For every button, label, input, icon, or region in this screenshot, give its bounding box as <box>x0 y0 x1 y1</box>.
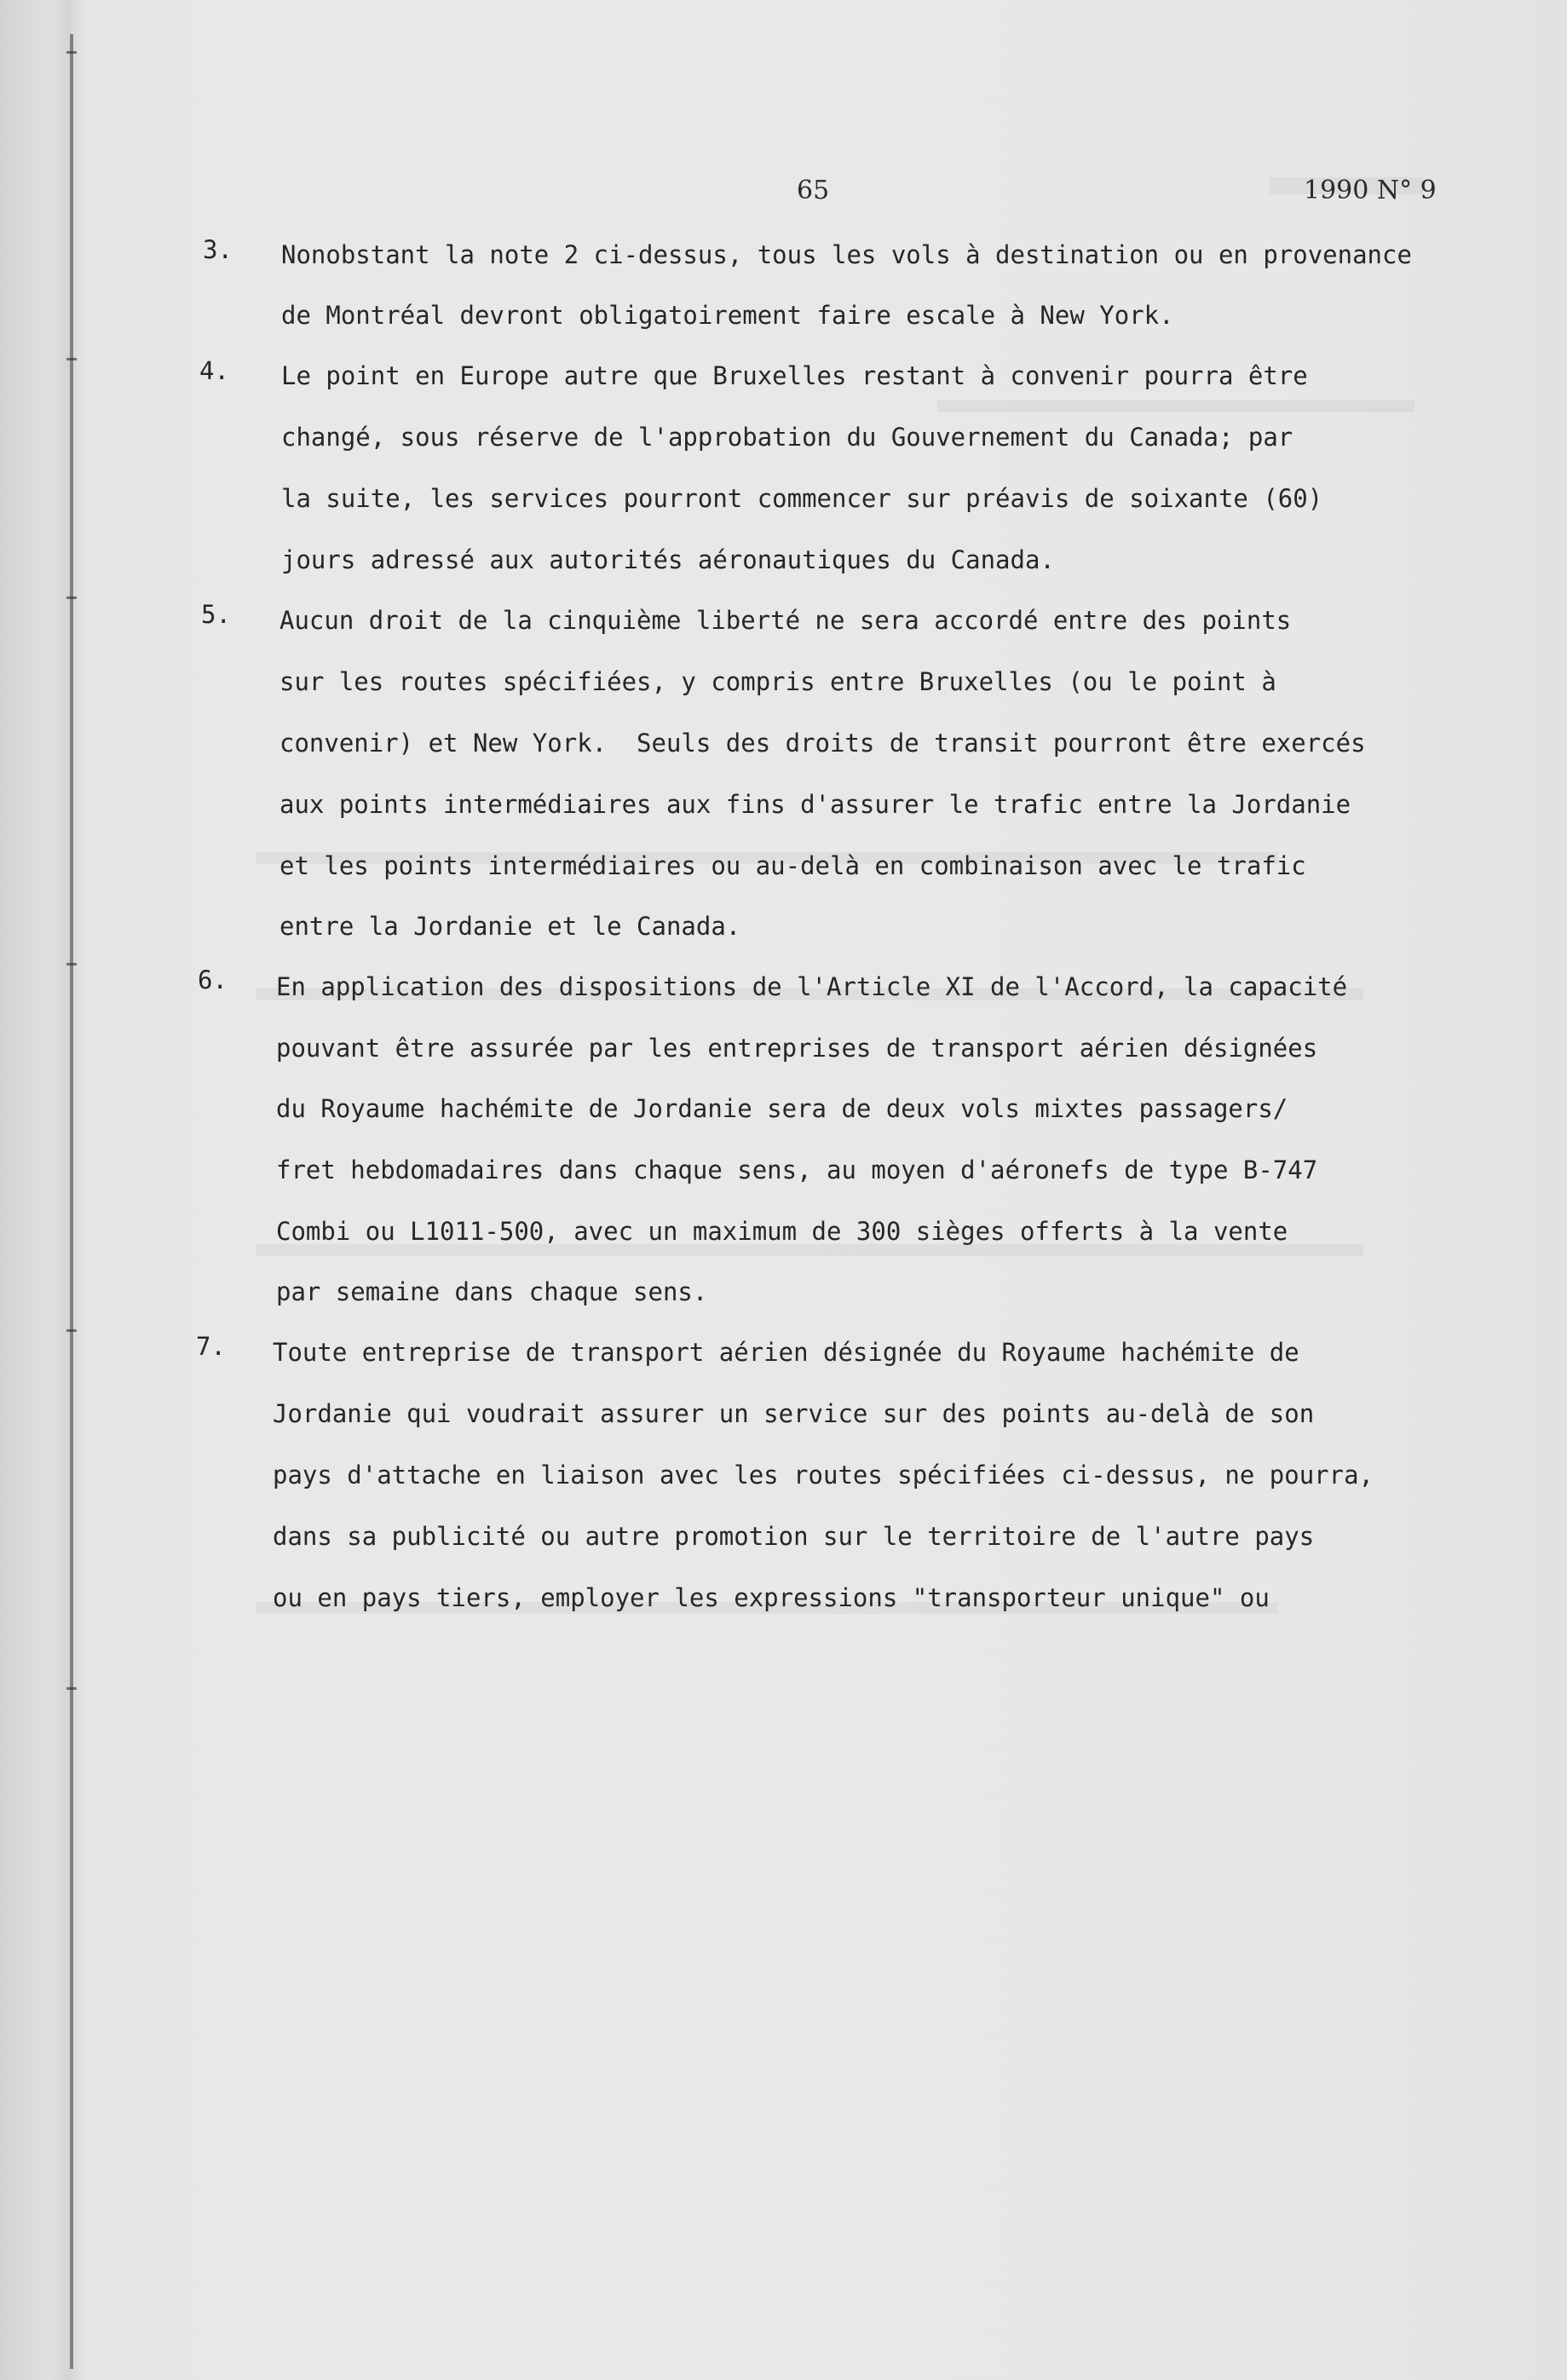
binding-stitch <box>66 358 77 360</box>
binding-edge <box>70 34 73 2369</box>
binding-stitch <box>66 596 77 599</box>
text-line: la suite, les services pourront commencer sur préavis de soixante (60) <box>281 484 1323 513</box>
text-line: sur les routes spécifiées, y compris entre Bruxelles (ou le point à <box>279 667 1276 696</box>
note-number: 6. <box>198 965 228 994</box>
note-number: 4. <box>199 356 229 385</box>
binding-stitch <box>66 1687 77 1690</box>
binding-stitch <box>66 1329 77 1332</box>
text-line: et les points intermédiaires ou au-delà en combinaison avec le trafic <box>279 851 1306 880</box>
text-line: Nonobstant la note 2 ci-dessus, tous les vols à destination ou en provenance <box>281 240 1412 269</box>
text-line: de Montréal devront obligatoirement faire escale à New York. <box>281 301 1174 330</box>
text-line: entre la Jordanie et le Canada. <box>279 912 741 941</box>
year-and-number: 1990 N° 9 <box>1304 176 1437 205</box>
note-number: 3. <box>203 235 233 264</box>
binding-stitch <box>66 51 77 54</box>
text-line: du Royaume hachémite de Jordanie sera de deux vols mixtes passagers/ <box>276 1094 1288 1123</box>
binding-shadow <box>51 0 85 2380</box>
text-line: pouvant être assurée par les entreprises de transport aérien désignées <box>276 1034 1318 1063</box>
page-number: 65 <box>797 176 830 205</box>
binding-stitch <box>66 963 77 965</box>
note-number: 5. <box>201 600 231 629</box>
text-line: Jordanie qui voudrait assurer un service sur des points au-delà de son <box>273 1399 1315 1428</box>
text-line: Combi ou L1011-500, avec un maximum de 300 sièges offerts à la vente <box>276 1217 1288 1246</box>
text-line: par semaine dans chaque sens. <box>276 1277 708 1306</box>
text-line: Toute entreprise de transport aérien désignée du Royaume hachémite de <box>273 1338 1299 1367</box>
show-through <box>937 401 1414 412</box>
note-number: 7. <box>196 1332 226 1361</box>
text-line: Aucun droit de la cinquième liberté ne sera accordé entre des points <box>279 606 1292 635</box>
text-line: dans sa publicité ou autre promotion sur le territoire de l'autre pays <box>273 1522 1315 1551</box>
text-line: pays d'attache en liaison avec les routes spécifiées ci-dessus, ne pourra, <box>273 1461 1374 1490</box>
text-line: changé, sous réserve de l'approbation du Gouvernement du Canada; par <box>281 423 1293 452</box>
text-line: fret hebdomadaires dans chaque sens, au moyen d'aéronefs de type B-747 <box>276 1155 1318 1184</box>
text-line: Le point en Europe autre que Bruxelles restant à convenir pourra être <box>281 361 1308 390</box>
text-line: ou en pays tiers, employer les expressions "transporteur unique" ou <box>273 1583 1270 1612</box>
text-line: convenir) et New York. Seuls des droits de transit pourront être exercés <box>279 729 1366 758</box>
text-line: jours adressé aux autorités aéronautiques du Canada. <box>281 545 1055 574</box>
text-line: En application des dispositions de l'Article XI de l'Accord, la capacité <box>276 972 1348 1001</box>
show-through <box>256 1244 1363 1256</box>
text-line: aux points intermédiaires aux fins d'assurer le trafic entre la Jordanie <box>279 790 1351 819</box>
